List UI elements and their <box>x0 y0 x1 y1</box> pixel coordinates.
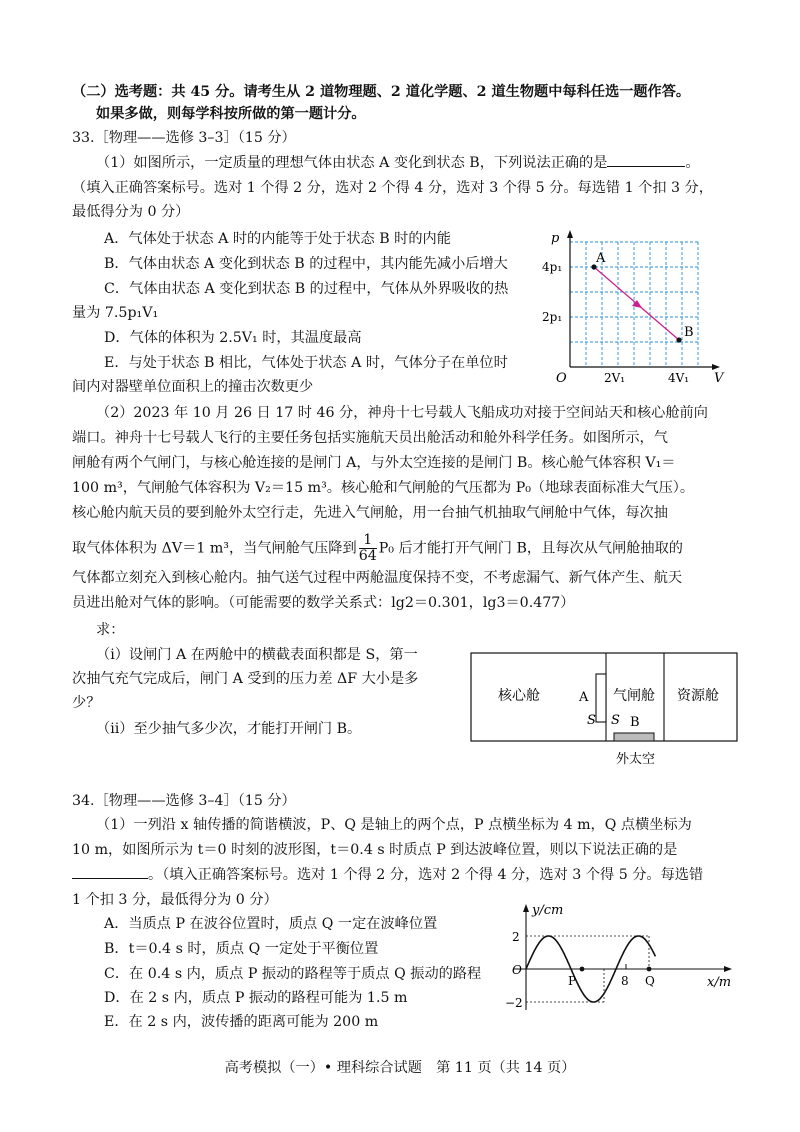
q33-p2-line4: 100 m³，气闸舱气体容积为 V₂＝15 m³。核心舱和气闸舱的气压都为 P₀（地球表面标准大气压）。 <box>72 480 695 496</box>
space-label: 外太空 <box>616 752 656 767</box>
section-title: （二）选考题：共 45 分。请考生从 2 道物理题、2 道化学题、2 道生物题中每科任选一题作答。 <box>72 84 691 100</box>
airlock-label: 气闸舱 <box>613 688 655 704</box>
p-axis-label: p <box>551 231 560 246</box>
q33-option-b: B．气体由状态 A 变化到状态 B 的过程中，其内能先减小后增大 <box>104 256 508 272</box>
tick-2p1: 2p₁ <box>542 310 563 324</box>
tick-2v1: 2V₁ <box>604 371 626 384</box>
q33-option-a: A．气体处于状态 A 时的内能等于处于状态 B 时的内能 <box>104 231 451 247</box>
q33-option-e-cont: 间内对器壁单位面积上的撞击次数更少 <box>72 379 314 395</box>
label-p: P <box>568 974 577 988</box>
arrow-right-icon <box>712 364 720 370</box>
x-axis-label: x/m <box>707 975 732 990</box>
arrow-up-icon <box>567 230 573 238</box>
q33-heading: 33.［物理——选修 3–3］（15 分） <box>72 130 296 146</box>
q33-option-c-cont: 量为 7.5p₁V₁ <box>72 305 159 321</box>
answer-blank[interactable] <box>72 878 148 879</box>
q33-p2-line5: 核心舱内航天员的要到舱外太空行走，先进入气闸舱，用一台抽气机抽取气闸舱中气体，每次抽 <box>72 505 668 521</box>
tick-neg2: −2 <box>505 996 523 1010</box>
tick-2: 2 <box>512 930 520 944</box>
resource-cabin-label: 资源舱 <box>677 688 719 704</box>
q33-option-e: E．与处于状态 B 相比，气体处于状态 A 时，气体分子在单位时 <box>104 355 508 371</box>
gate-a-door <box>596 674 606 722</box>
q33-p1-rule: （填入正确答案标号。选对 1 个得 2 分，选对 2 个得 4 分，选对 3 个得 5 分。每选错 1 个扣 3 分， <box>72 180 713 196</box>
answer-blank[interactable] <box>607 166 685 167</box>
q34-option-b: B．t＝0.4 s 时，质点 Q 一定处于平衡位置 <box>104 941 379 957</box>
q33-p1-stem-end: 。 <box>685 155 700 171</box>
q33-sub2: （ⅱ）至少抽气多少次，才能打开闸门 B。 <box>96 721 362 737</box>
q33-option-c: C．气体由状态 A 变化到状态 B 的过程中，气体从外界吸收的热 <box>104 281 509 297</box>
q33-p2-line6-text: 取气体体积为 ΔV＝1 m³，当气闸舱气压降到 <box>72 540 357 557</box>
q34-heading: 34.［物理——选修 3–4］（15 分） <box>72 793 296 809</box>
q33-p2-line3: 闸舱有两个气闸门，与核心舱连接的是闸门 A，与外太空连接的是闸门 B。核心舱气体容积 V₁＝ <box>72 455 676 471</box>
q33-p1-stem <box>96 153 700 173</box>
q34-p1-line4: 1 个扣 3 分，最低得分为 0 分） <box>72 892 278 908</box>
point-p <box>580 967 585 972</box>
gate-b-door <box>614 733 654 741</box>
area-s-left: S <box>587 713 596 728</box>
arrow-right-icon <box>724 966 732 972</box>
q33-ask: 求： <box>96 622 125 638</box>
q33-p2-line6 <box>72 533 683 564</box>
section-note: 如果多做，则每学科按所做的第一题计分。 <box>96 106 366 122</box>
q34-p1-line3-text: 。（填入正确答案标号。选对 1 个得 2 分，选对 2 个得 4 分，选对 3 个得 5 分。每选错 <box>148 867 704 883</box>
gate-a-label: A <box>579 690 589 705</box>
gate-b-label: B <box>630 715 640 730</box>
q34-option-d: D．在 2 s 内，质点 P 振动的路程可能为 1.5 m <box>104 990 408 1006</box>
label-a: A <box>596 251 606 266</box>
q34-option-a: A．当质点 P 在波谷位置时，质点 Q 一定在波峰位置 <box>104 916 438 932</box>
point-b <box>676 337 681 342</box>
v-axis-label: V <box>714 371 724 384</box>
q33-sub1-cont: 次抽气充气完成后，闸门 A 受到的压力差 ΔF 大小是多 <box>72 671 419 687</box>
pressure-fraction <box>359 533 377 564</box>
y-axis-label: y/cm <box>532 903 564 918</box>
label-q: Q <box>645 974 655 988</box>
origin-label: O <box>556 371 567 384</box>
q33-sub1: （ⅰ）设闸门 A 在两舱中的横截表面积都是 S，第一 <box>96 647 418 663</box>
page-footer: 高考模拟（一）• 理科综合试题 第 11 页（共 14 页） <box>224 1060 576 1076</box>
q33-sub1-end: 少？ <box>72 695 101 711</box>
q34-option-e: E．在 2 s 内，波传播的距离可能为 200 m <box>104 1014 379 1030</box>
wave-graph <box>504 898 744 1020</box>
cabin-diagram <box>470 652 740 770</box>
arrow-up-icon <box>523 904 529 912</box>
tick-4p1: 4p₁ <box>542 260 563 274</box>
q33-p1-stem-text: （1）如图所示，一定质量的理想气体由状态 A 变化到状态 B，下列说法正确的是 <box>96 155 608 171</box>
q34-p1-line1: （1）一列沿 x 轴传播的简谐横波，P、Q 是轴上的两个点，P 点横坐标为 4 m，Q 点横坐标为 <box>96 817 692 833</box>
core-cabin-label: 核心舱 <box>498 688 540 704</box>
point-q <box>647 967 652 972</box>
pv-graph <box>538 224 728 384</box>
area-s-right: S <box>611 713 620 728</box>
fraction-denominator: 64 <box>358 548 377 564</box>
q34-p1-line3 <box>72 865 703 885</box>
label-8: 8 <box>621 974 629 988</box>
q33-p2-line1: （2）2023 年 10 月 26 日 17 时 46 分，神舟十七号载人飞船成功对接于空间站天和核心舱前向 <box>96 405 708 421</box>
fraction-numerator: 1 <box>359 533 377 549</box>
q33-option-d: D．气体的体积为 2.5V₁ 时，其温度最高 <box>104 330 362 346</box>
q34-option-c: C．在 0.4 s 内，质点 P 振动的路程等于质点 Q 振动的路程 <box>104 966 482 982</box>
q33-p2-line8: 员进出舱对气体的影响。（可能需要的数学关系式：lg2＝0.301，lg3＝0.477） <box>72 595 575 611</box>
q33-p2-line7: 气体都立刻充入到核心舱内。抽气送气过程中两舱温度保持不变，不考虑漏气、新气体产生、航天 <box>72 570 683 586</box>
q34-p1-line2: 10 m，如图所示为 t＝0 时刻的波形图，t＝0.4 s 时质点 P 到达波峰位置，则以下说法正确的是 <box>72 842 678 858</box>
q33-p2-line2: 端口。神舟十七号载人飞行的主要任务包括实施航天员出舱活动和舱外科学任务。如图所示，气 <box>72 430 668 446</box>
q33-p1-rule-end: 最低得分为 0 分） <box>72 204 190 220</box>
q33-p2-line6-rest: P₀ 后才能打开气闸门 B，且每次从气闸舱抽取的 <box>378 540 683 557</box>
origin-label: O <box>512 963 522 977</box>
label-b: B <box>684 325 694 340</box>
tick-4v1: 4V₁ <box>668 371 690 384</box>
